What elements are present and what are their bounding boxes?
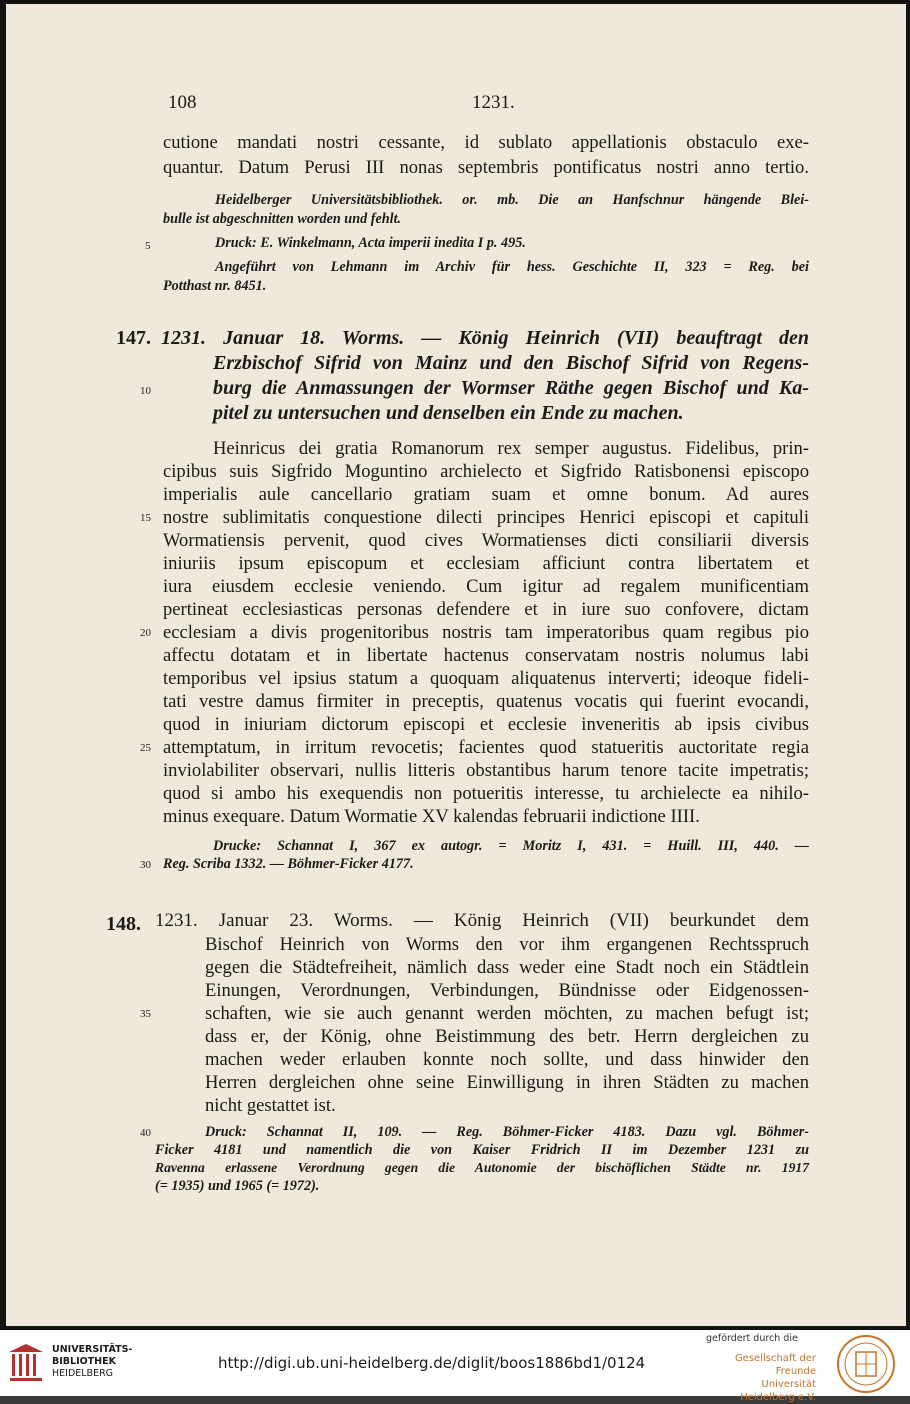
document-page — [6, 4, 906, 1326]
text-line: gegen die Städtefreiheit, nämlich dass weder eine Stadt noch ein Städtlein — [205, 957, 809, 978]
text-line: Wormatiensis pervenit, quod cives Wormatienses dicti consiliarii diversis — [163, 530, 809, 551]
text-line: iura eiusdem ecclesie veniendo. Cum igitur ad regalem munificentiam — [163, 576, 809, 597]
entry-heading-line: 1231. Januar 23. Worms. — König Heinrich (VII) beurkundet dem — [155, 910, 809, 931]
note-line: bulle ist abgeschnitten worden und fehlt. — [163, 211, 402, 227]
text-line: quod in iniuriam dictorum episcopi et ecclesie inveneritis ab ipsis civibus — [163, 714, 809, 735]
line-number: 10 — [140, 385, 151, 397]
entry-heading-line: Erzbischof Sifrid von Mainz und den Bischof Sifrid von Regens- — [213, 352, 809, 374]
text-line: cutione mandati nostri cessante, id sublato appellationis obstaculo exe- — [163, 132, 809, 153]
line-number: 25 — [140, 742, 151, 754]
society-seal-icon — [836, 1334, 896, 1394]
library-name — [52, 1344, 132, 1380]
note-line: Angeführt von Lehmann im Archiv für hess. Geschichte II, 323 = Reg. bei — [215, 259, 809, 275]
text-line: Heinricus dei gratia Romanorum rex semper augustus. Fidelibus, prin- — [213, 438, 809, 459]
text-line: Herren dergleichen ohne seine Einwilligung in ihren Städten zu machen — [205, 1072, 809, 1093]
line-number: 35 — [140, 1008, 151, 1020]
text-line: schaften, wie sie auch genannt werden möchten, zu machen befugt ist; — [205, 1003, 809, 1024]
note-line: Ravenna erlassene Verordnung gegen die Autonomie der bischöflichen Städte nr. 1917 — [155, 1160, 809, 1175]
note-line: Druck: E. Winkelmann, Acta imperii inedita I p. 495. — [215, 235, 526, 251]
text-line: temporibus vel ipsius statum a quoquam aliquatenus interverti; ideoque fideli- — [163, 668, 809, 689]
text-line: quod si ambo his exequendis non potueritis interesse, tu archielecte ea nihilo- — [163, 783, 809, 804]
entry-heading-line: pitel zu untersuchen und denselben ein Ende zu machen. — [213, 402, 684, 424]
note-line: Potthast nr. 8451. — [163, 278, 267, 294]
page-number: 108 — [168, 92, 197, 113]
permalink-url[interactable]: http://digi.ub.uni-heidelberg.de/diglit/boos1886bd1/0124 — [218, 1354, 646, 1372]
library-name-line: BIBLIOTHEK — [52, 1356, 116, 1367]
society-name-line: Gesellschaft der Freunde — [734, 1353, 816, 1377]
funded-by-label: gefördert durch die — [706, 1333, 798, 1344]
note-line: Druck: Schannat II, 109. — Reg. Böhmer-Ficker 4183. Dazu vgl. Böhmer- — [205, 1124, 809, 1140]
note-line: Reg. Scriba 1332. — Böhmer-Ficker 4177. — [163, 856, 414, 872]
text-line: iniuriis ipsum episcopum et ecclesiam afficiunt contra libertatem et — [163, 553, 809, 574]
text-line: tati vestre damus firmiter in preceptis, quatenus vocatis qui fuerint evocandi, — [163, 691, 809, 712]
text-line: minus exequare. Datum Wormatie XV kalendas februarii indictione IIII. — [163, 806, 700, 827]
line-number: 20 — [140, 627, 151, 639]
text-line: imperialis aule cancellario gratiam suam et omne bonum. Ad aures — [163, 484, 809, 505]
society-name-line: Universität Heidelberg e.V. — [740, 1379, 816, 1403]
entry-heading-line: burg die Anmassungen der Wormser Räthe gegen Bischof und Ka- — [213, 377, 809, 399]
text-line: Einungen, Verordnungen, Verbindungen, Bündnisse oder Eidgenossen- — [205, 980, 809, 1001]
text-line: machen weder erlauben konnte noch sollte, und dass hinwider den — [205, 1049, 809, 1070]
line-number: 30 — [140, 859, 151, 871]
text-line: pertineat ecclesiasticas personas defendere et in iure suo confovere, dictam — [163, 599, 809, 620]
text-line: Bischof Heinrich von Worms den vor ihm ergangenen Rechtsspruch — [205, 934, 809, 955]
line-number: 5 — [145, 240, 151, 252]
footer-bar — [0, 1330, 910, 1403]
note-line: Ficker 4181 und namentlich die von Kaiser Fridrich II im Dezember 1231 zu — [155, 1142, 809, 1158]
line-number: 15 — [140, 512, 151, 524]
society-name — [706, 1352, 816, 1404]
line-number: 40 — [140, 1127, 151, 1139]
text-line: ecclesiam a divis progenitoribus nostris tam imperatoribus quam regibus pio — [163, 622, 809, 643]
university-library-logo-icon — [8, 1342, 44, 1384]
text-line: affectu dotatam et in libertate hactenus conservatam nostris nolumus labi — [163, 645, 809, 666]
library-name-line: UNIVERSITÄTS- — [52, 1344, 133, 1355]
text-line: cipibus suis Sigfrido Moguntino archielecto et Sigfrido Ratisbonensi episcopo — [163, 461, 809, 482]
entry-number: 147. — [116, 327, 151, 349]
text-line: dass er, der König, ohne Beistimmung des betr. Herrn dergleichen zu — [205, 1026, 809, 1047]
text-line: attemptatum, in irritum revocetis; facientes quod statueritis auctoritate regia — [163, 737, 809, 758]
running-year: 1231. — [472, 92, 515, 113]
entry-heading-line: 1231. Januar 18. Worms. — König Heinrich (VII) beauftragt den — [161, 327, 809, 349]
entry-number: 148. — [106, 913, 141, 935]
text-line: nicht gestattet ist. — [205, 1095, 336, 1116]
note-line: Heidelberger Universitätsbibliothek. or. mb. Die an Hanfschnur hängende Blei- — [215, 192, 809, 208]
library-name-line: HEIDELBERG — [52, 1368, 114, 1379]
note-line: Drucke: Schannat I, 367 ex autogr. = Moritz I, 431. = Huill. III, 440. — — [213, 838, 809, 854]
note-line: (= 1935) und 1965 (= 1972). — [155, 1178, 320, 1194]
text-line: nostre sublimitatis conquestione dilecti principes Henrici episcopi et capituli — [163, 507, 809, 528]
text-line: inviolabiliter observari, nullis litteris obstantibus harum tenore tacite impetratis; — [163, 760, 809, 781]
text-line: quantur. Datum Perusi III nonas septembris pontificatus nostri anno tertio. — [163, 157, 809, 178]
